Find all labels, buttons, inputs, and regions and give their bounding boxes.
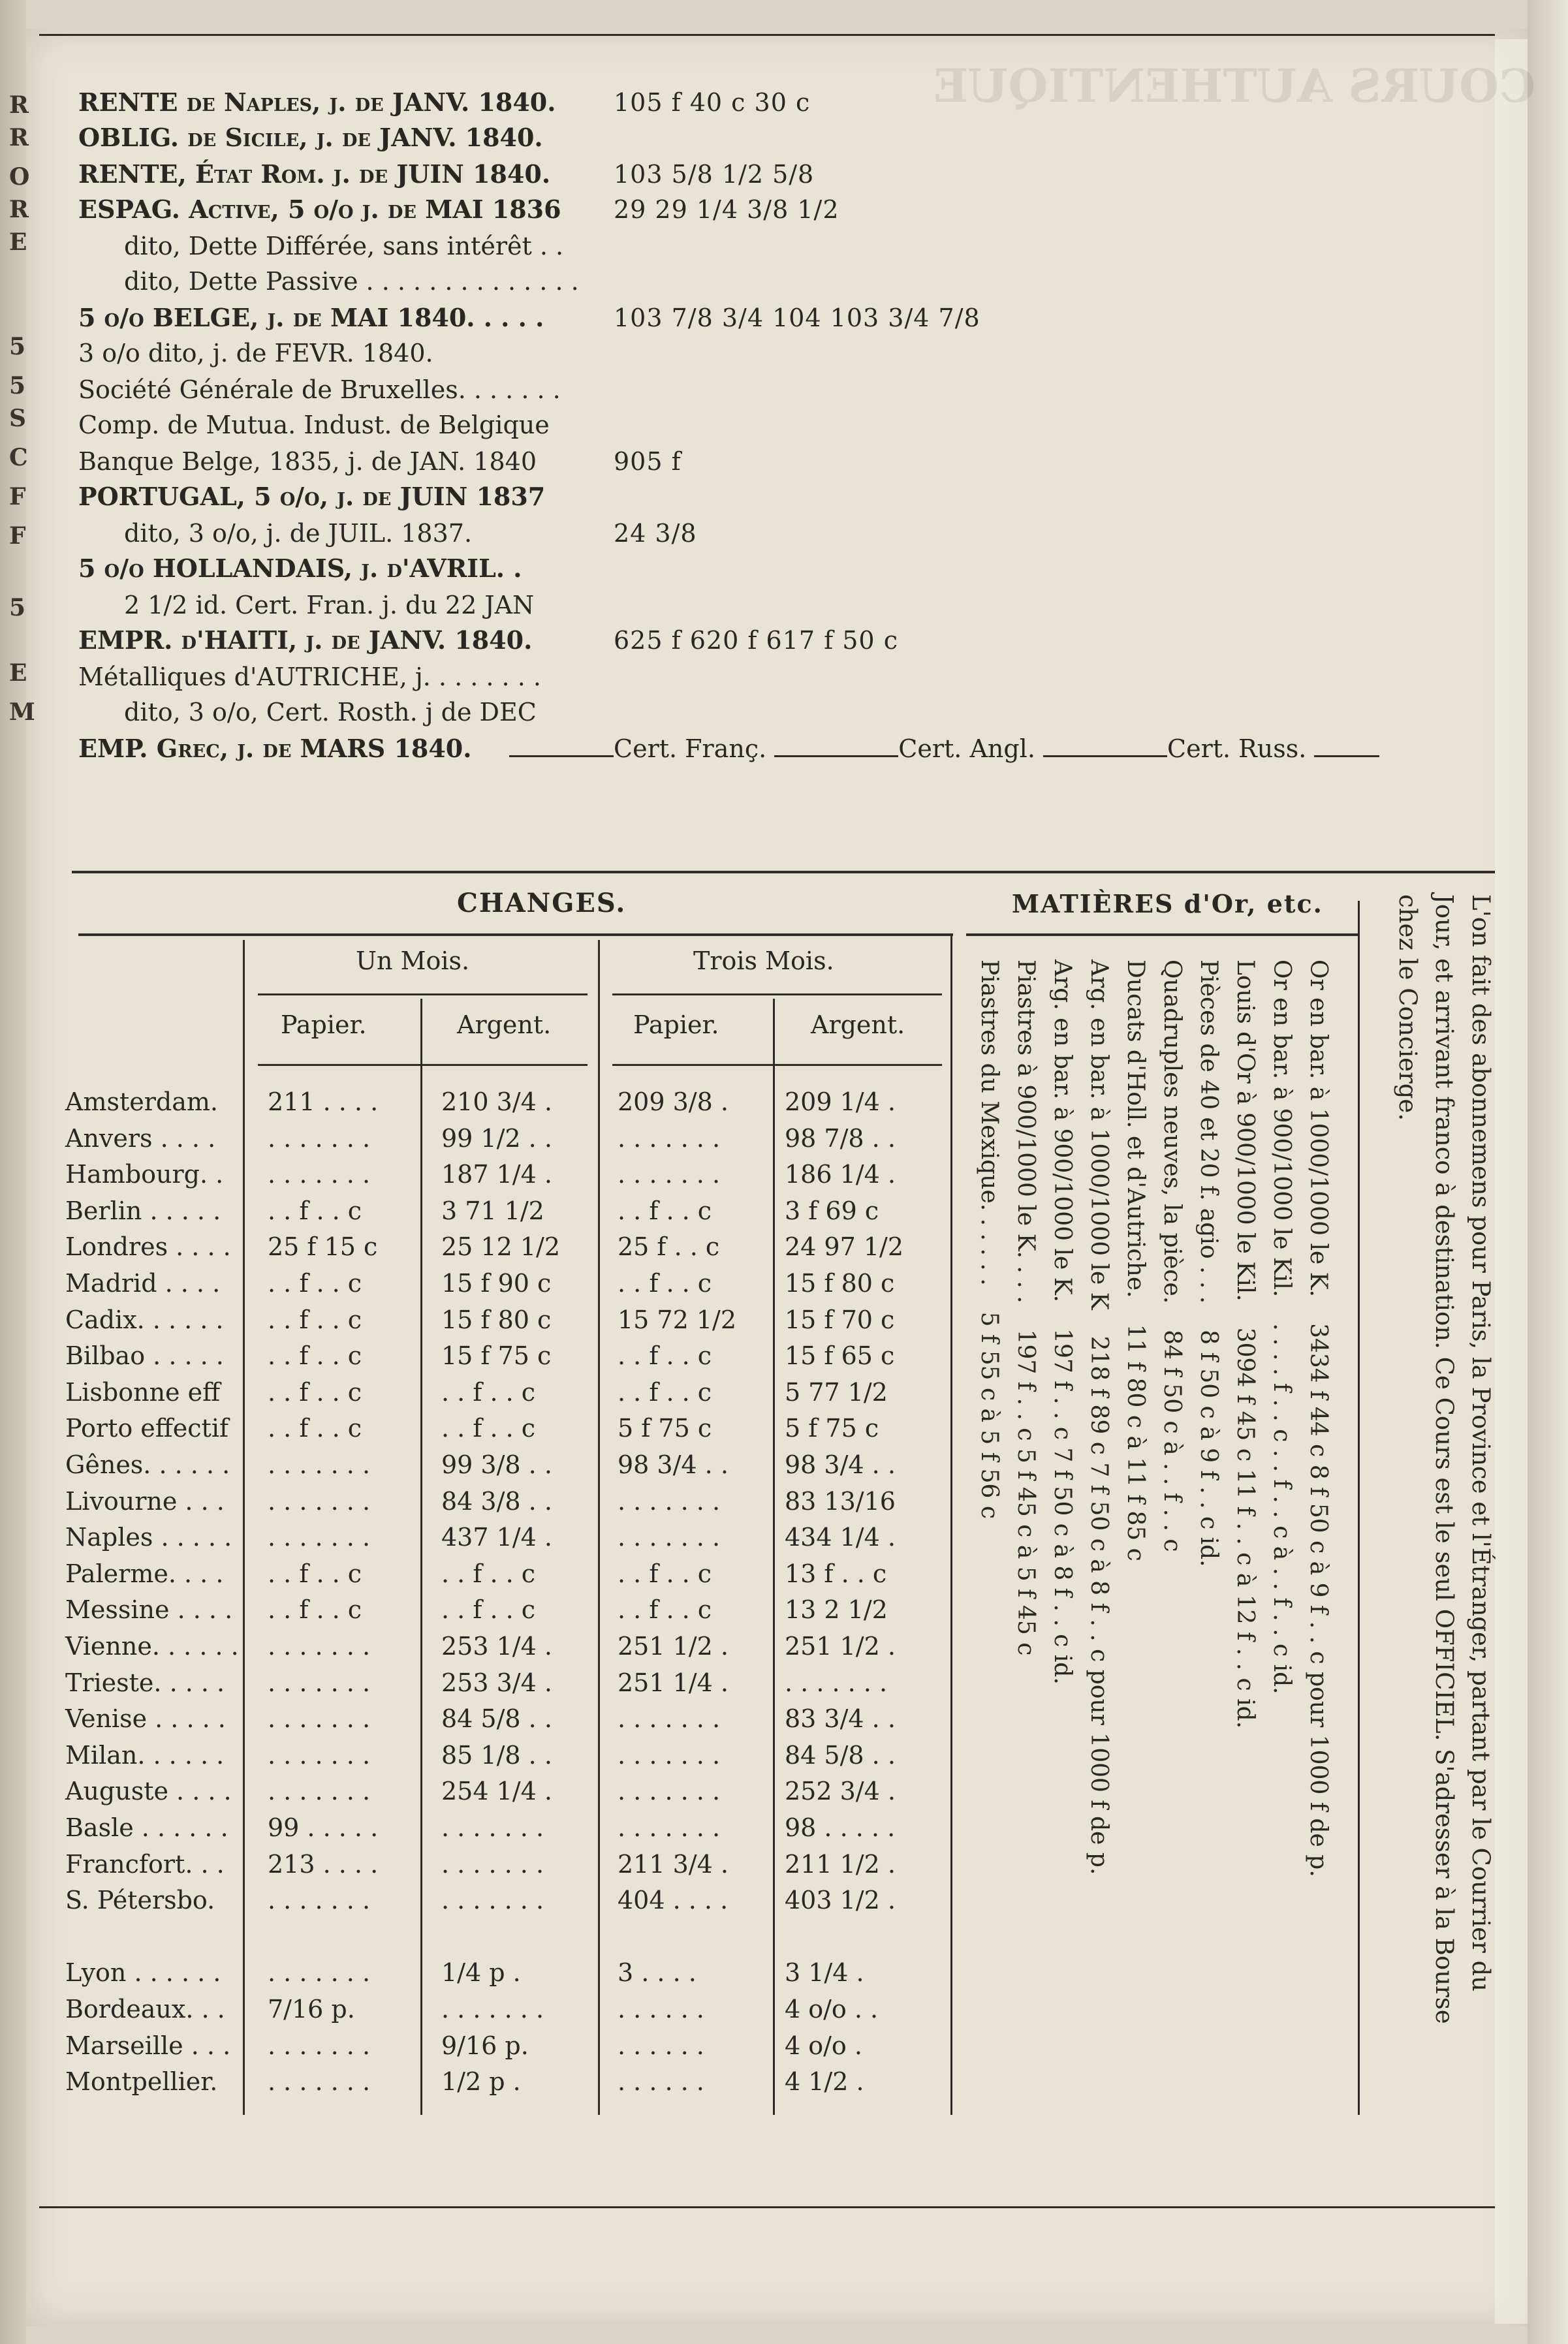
argent-heading: Argent. bbox=[457, 1010, 552, 1039]
matiere-row bbox=[1159, 960, 1185, 1552]
matiere-value: 3434 f 44 c 8 f 50 c à 9 f . . c pour 1000 f de p. bbox=[1305, 1323, 1332, 1877]
change-value: 211 . . . . bbox=[268, 1087, 379, 1116]
change-value: . . f . . c bbox=[268, 1377, 362, 1407]
rente-label: Comp. de Mutua. Indust. de Belgique bbox=[78, 411, 550, 439]
change-value: 83 3/4 . . bbox=[785, 1704, 896, 1734]
change-value: 213 . . . . bbox=[268, 1849, 379, 1879]
change-value: 210 3/4 . bbox=[441, 1087, 552, 1116]
header-rule bbox=[612, 1064, 942, 1066]
cert-angl: Cert. Angl. bbox=[898, 734, 1035, 763]
blank-line bbox=[1043, 755, 1167, 757]
matiere-row bbox=[1305, 960, 1332, 1877]
change-value: . . . . . . . bbox=[618, 1160, 721, 1189]
change-city: Anvers . . . . bbox=[65, 1123, 216, 1153]
change-value: . . . . . . . bbox=[268, 1450, 371, 1479]
change-value: . . . . . . . bbox=[441, 1995, 544, 2024]
cert-russ: Cert. Russ. bbox=[1167, 734, 1307, 763]
change-city: Auguste . . . . bbox=[65, 1777, 232, 1806]
blank-line bbox=[774, 755, 898, 757]
change-value: 3 f 69 c bbox=[785, 1196, 879, 1225]
change-value: . . . . . . . bbox=[268, 1704, 371, 1734]
matiere-label: Arg. en bar. à 900/1000 le K. bbox=[1049, 960, 1076, 1303]
un-mois-heading: Un Mois. bbox=[356, 946, 470, 975]
rente-value: 105 f 40 c 30 c bbox=[614, 88, 811, 117]
change-value: . . . . . . bbox=[618, 2067, 704, 2097]
change-value: . . f . . c bbox=[441, 1414, 536, 1443]
change-value: 25 f . . c bbox=[618, 1232, 720, 1262]
rente-value: 103 7/8 3/4 104 103 3/4 7/8 bbox=[614, 304, 980, 332]
change-value: 25 12 1/2 bbox=[441, 1232, 561, 1262]
change-value: 1/2 p . bbox=[441, 2067, 521, 2097]
change-value: 209 3/8 . bbox=[618, 1087, 729, 1116]
matiere-label: Ducats d'Holl. et d'Autriche. bbox=[1122, 960, 1149, 1298]
change-city: Vienne. . . . . . bbox=[65, 1632, 239, 1661]
change-value: . . f . . c bbox=[618, 1341, 712, 1371]
change-value: 83 13/16 bbox=[785, 1486, 896, 1516]
matiere-label: Pièces de 40 et 20 f. agio . . . bbox=[1195, 960, 1222, 1304]
change-value: 15 f 80 c bbox=[785, 1269, 895, 1298]
change-value: . . . . . . . bbox=[268, 1958, 371, 1988]
change-value: 98 3/4 . . bbox=[785, 1450, 896, 1479]
change-city: Trieste. . . . . bbox=[65, 1668, 225, 1697]
rente-label: 5 o/o BELGE, j. de MAI 1840. . . . . bbox=[78, 303, 544, 332]
change-value: 211 3/4 . bbox=[618, 1849, 729, 1879]
change-value: 3 71 1/2 bbox=[441, 1196, 544, 1225]
change-city: Berlin . . . . . bbox=[65, 1196, 221, 1225]
change-value: 99 3/8 . . bbox=[441, 1450, 552, 1479]
matiere-value: 8 f 50 c à 9 f . . c id. bbox=[1195, 1330, 1222, 1567]
next-page-edge bbox=[1528, 0, 1568, 2344]
matieres-right-rule bbox=[1358, 901, 1360, 2115]
rente-value: 24 3/8 bbox=[614, 519, 697, 548]
change-value: 4 o/o . bbox=[785, 2031, 862, 2060]
change-value: 9/16 p. bbox=[441, 2031, 529, 2060]
matiere-row bbox=[1232, 960, 1259, 1728]
rente-value: 905 f bbox=[614, 447, 682, 476]
change-value: 24 97 1/2 bbox=[785, 1232, 904, 1262]
change-value: 437 1/4 . bbox=[441, 1523, 552, 1552]
change-value: 25 f 15 c bbox=[268, 1232, 378, 1262]
rente-label: RENTE de Naples, j. de JANV. 1840. bbox=[78, 87, 556, 117]
change-city: Cadix. . . . . . bbox=[65, 1305, 224, 1334]
rente-value: 625 f 620 f 617 f 50 c bbox=[614, 626, 898, 655]
facing-page-overlap bbox=[1495, 39, 1528, 2324]
changes-title: CHANGES. bbox=[457, 888, 627, 918]
change-value: . . f . . c bbox=[268, 1559, 362, 1588]
matiere-label: Piastres du Mexique. . . . . . bbox=[976, 960, 1003, 1286]
change-city: Londres . . . . bbox=[65, 1232, 231, 1262]
rente-label: PORTUGAL, 5 o/o, j. de JUIN 1837 bbox=[78, 482, 546, 511]
change-value: . . f . . c bbox=[441, 1559, 536, 1588]
change-city: Gênes. . . . . . bbox=[65, 1450, 230, 1479]
change-value: . . . . . . . bbox=[618, 1704, 721, 1734]
change-value: . . . . . . . bbox=[618, 1777, 721, 1806]
matiere-label: Piastres à 900/1000 le K. . . . bbox=[1012, 960, 1039, 1304]
change-city: Milan. . . . . . bbox=[65, 1740, 225, 1770]
change-value: 5 77 1/2 bbox=[785, 1377, 888, 1407]
top-rule bbox=[39, 34, 1495, 36]
blank-line bbox=[509, 755, 614, 757]
rente-label: dito, Dette Passive . . . . . . . . . . . . . . bbox=[124, 267, 579, 296]
blank-line bbox=[1314, 755, 1379, 757]
change-value: . . f . . c bbox=[618, 1595, 712, 1625]
rente-label: dito, 3 o/o, Cert. Rosth. j de DEC bbox=[124, 698, 537, 727]
matiere-row bbox=[1049, 960, 1076, 1685]
change-city: Palerme. . . . bbox=[65, 1559, 224, 1588]
change-value: 186 1/4 . bbox=[785, 1160, 896, 1189]
argent-heading: Argent. bbox=[811, 1010, 905, 1039]
change-value: 4 1/2 . bbox=[785, 2067, 864, 2097]
change-value: . . . . . . . bbox=[785, 1668, 888, 1697]
change-value: . . . . . . . bbox=[268, 1777, 371, 1806]
change-value: . . . . . . . bbox=[268, 1632, 371, 1661]
change-value: 211 1/2 . bbox=[785, 1849, 896, 1879]
change-value: . . f . . c bbox=[618, 1196, 712, 1225]
change-value: . . f . . c bbox=[268, 1269, 362, 1298]
change-value: . . f . . c bbox=[268, 1196, 362, 1225]
change-value: . . . . . . bbox=[618, 1995, 704, 2024]
change-value: . . . . . . . bbox=[441, 1813, 544, 1842]
change-value: 13 2 1/2 bbox=[785, 1595, 888, 1625]
matiere-row bbox=[1122, 960, 1149, 1561]
change-value: 15 f 65 c bbox=[785, 1341, 895, 1371]
matiere-value: 84 f 50 c à . . f . . c bbox=[1159, 1330, 1185, 1552]
change-value: . . f . . c bbox=[268, 1414, 362, 1443]
trois-mois-heading: Trois Mois. bbox=[693, 946, 834, 975]
matiere-label: Or en bar. à 1000/1000 le K. bbox=[1305, 960, 1332, 1298]
rente-label: Société Générale de Bruxelles. . . . . . . bbox=[78, 375, 561, 404]
change-city: S. Pétersbo. bbox=[65, 1886, 215, 1915]
section-divider bbox=[72, 871, 1495, 873]
change-city: Hambourg. . bbox=[65, 1160, 224, 1189]
change-value: . . . . . . . bbox=[618, 1123, 721, 1153]
notice-line: L'on fait des abonnemens pour Paris, la Province et l'Étranger, partant par le Courrier du bbox=[1467, 894, 1495, 1992]
change-value: 7/16 p. bbox=[268, 1995, 355, 2024]
papier-heading: Papier. bbox=[633, 1010, 719, 1039]
change-value: . . . . . . . bbox=[268, 1486, 371, 1516]
matiere-row bbox=[1012, 960, 1039, 1655]
change-city: Naples . . . . . bbox=[65, 1523, 232, 1552]
matieres-rule bbox=[966, 933, 1358, 936]
change-value: 252 3/4 . bbox=[785, 1777, 896, 1806]
change-value: 15 f 80 c bbox=[441, 1305, 552, 1334]
change-city: Basle . . . . . . bbox=[65, 1813, 228, 1842]
change-value: 253 1/4 . bbox=[441, 1632, 552, 1661]
changes-title-rule bbox=[78, 933, 953, 936]
change-value: 84 5/8 . . bbox=[441, 1704, 552, 1734]
matiere-value: 11 f 80 c à 11 f 85 c bbox=[1122, 1324, 1149, 1561]
change-value: 15 f 75 c bbox=[441, 1341, 552, 1371]
change-value: . . . . . . . bbox=[618, 1813, 721, 1842]
change-value: 99 . . . . . bbox=[268, 1813, 379, 1842]
change-value: . . . . . . . bbox=[618, 1740, 721, 1770]
change-value: 403 1/2 . bbox=[785, 1886, 896, 1915]
change-city: Bordeaux. . . bbox=[65, 1995, 225, 2024]
change-value: 85 1/8 . . bbox=[441, 1740, 552, 1770]
change-value: 1/4 p . bbox=[441, 1958, 521, 1988]
matiere-row bbox=[1086, 960, 1112, 1875]
cert-franc: Cert. Franç. bbox=[614, 734, 767, 763]
change-value: . . . . . . . bbox=[268, 2067, 371, 2097]
change-value: 251 1/4 . bbox=[618, 1668, 729, 1697]
rente-label: EMPR. d'HAITI, j. de JANV. 1840. bbox=[78, 625, 533, 655]
change-value: 15 72 1/2 bbox=[618, 1305, 737, 1334]
change-value: . . . . . . bbox=[618, 2031, 704, 2060]
rente-label: Métalliques d'AUTRICHE, j. . . . . . . . bbox=[78, 663, 541, 691]
matiere-value: . . . . f . . c . . f . . c à . . f . . c id. bbox=[1268, 1323, 1295, 1695]
change-value: . . f . . c bbox=[618, 1269, 712, 1298]
change-value: 84 3/8 . . bbox=[441, 1486, 552, 1516]
change-value: . . . . . . . bbox=[268, 2031, 371, 2060]
change-value: . . f . . c bbox=[441, 1595, 536, 1625]
change-city: Lisbonne eff bbox=[65, 1377, 221, 1407]
changes-col-rule bbox=[598, 940, 600, 2115]
matiere-label: Or en bar. à 900/1000 le Kil. bbox=[1268, 960, 1295, 1298]
change-city: Lyon . . . . . . bbox=[65, 1958, 221, 1988]
change-city: Venise . . . . . bbox=[65, 1704, 226, 1734]
matiere-row bbox=[1268, 960, 1295, 1695]
change-value: . . f . . c bbox=[268, 1305, 362, 1334]
matiere-value: 197 f . . c 5 f 45 c à 5 f 45 c bbox=[1012, 1329, 1039, 1656]
change-value: 5 f 75 c bbox=[785, 1414, 879, 1443]
changes-col-rule bbox=[773, 999, 775, 2115]
notice-line: Jour, et arrivant franco à destination. Ce Cours est le seul OFFICIEL. S'adresser à la Bourse bbox=[1430, 894, 1458, 2024]
change-city: Francfort. . . bbox=[65, 1849, 225, 1879]
changes-right-rule bbox=[950, 933, 952, 2115]
matiere-value: 5 f 55 c à 5 f 56 c bbox=[976, 1311, 1003, 1520]
period-rule bbox=[612, 993, 942, 995]
papier-heading: Papier. bbox=[281, 1010, 367, 1039]
rente-value: 103 5/8 1/2 5/8 bbox=[614, 160, 815, 189]
change-city: Montpellier. bbox=[65, 2067, 218, 2097]
change-city: Bilbao . . . . . bbox=[65, 1341, 224, 1371]
change-value: . . f . . c bbox=[268, 1595, 362, 1625]
change-value: 98 7/8 . . bbox=[785, 1123, 896, 1153]
matiere-row bbox=[976, 960, 1003, 1519]
matiere-value: 218 f 89 c 7 f 50 c à 8 f . . c pour 1000 f de p. bbox=[1086, 1336, 1112, 1875]
matiere-value: 197 f . . c 7 f 50 c à 8 f . . c id. bbox=[1049, 1328, 1076, 1685]
rente-label: dito, Dette Différée, sans intérêt . . bbox=[124, 232, 564, 260]
rente-label: RENTE, État Rom. j. de JUIN 1840. bbox=[78, 159, 551, 189]
bleed-through-heading: COURS AUTHENTIQUE bbox=[933, 59, 1535, 113]
change-value: . . . . . . . bbox=[268, 1123, 371, 1153]
change-value: . . . . . . . bbox=[268, 1740, 371, 1770]
change-value: . . f . . c bbox=[618, 1559, 712, 1588]
change-value: . . . . . . . bbox=[268, 1886, 371, 1915]
change-value: 15 f 90 c bbox=[441, 1269, 552, 1298]
change-value: 15 f 70 c bbox=[785, 1305, 895, 1334]
rente-label: dito, 3 o/o, j. de JUIL. 1837. bbox=[124, 519, 473, 548]
change-value: 434 1/4 . bbox=[785, 1523, 896, 1552]
notice-line: chez le Concierge. bbox=[1394, 894, 1422, 1121]
matiere-value: 3094 f 45 c 11 f . . c à 12 f . . c id. bbox=[1232, 1327, 1259, 1729]
change-value: . . f . . c bbox=[618, 1377, 712, 1407]
bottom-rule bbox=[39, 2206, 1495, 2208]
change-value: . . . . . . . bbox=[618, 1486, 721, 1516]
rente-label: ESPAG. Active, 5 o/o j. de MAI 1836 bbox=[78, 195, 561, 224]
change-city: Messine . . . . bbox=[65, 1595, 233, 1625]
change-value: 254 1/4 . bbox=[441, 1777, 552, 1806]
change-value: . . . . . . . bbox=[618, 1523, 721, 1552]
change-value: . . . . . . . bbox=[268, 1668, 371, 1697]
matiere-label: Louis d'Or à 900/1000 le Kil. bbox=[1232, 960, 1259, 1302]
change-value: 3 . . . . bbox=[618, 1958, 697, 1988]
changes-col-rule bbox=[420, 999, 422, 2115]
matieres-title: MATIÈRES d'Or, etc. bbox=[1012, 889, 1323, 918]
change-value: 209 1/4 . bbox=[785, 1087, 896, 1116]
change-value: 251 1/2 . bbox=[618, 1632, 729, 1661]
changes-col-rule bbox=[243, 940, 245, 2115]
change-city: Livourne . . . bbox=[65, 1486, 225, 1516]
change-value: 5 f 75 c bbox=[618, 1414, 712, 1443]
change-value: . . f . . c bbox=[268, 1341, 362, 1371]
rente-label: Banque Belge, 1835, j. de JAN. 1840 bbox=[78, 447, 537, 476]
change-value: 187 1/4 . bbox=[441, 1160, 552, 1189]
header-rule bbox=[258, 1064, 588, 1066]
matiere-label: Arg. en bar. à 1000/1000 le K bbox=[1086, 960, 1112, 1310]
change-value: . . . . . . . bbox=[268, 1523, 371, 1552]
change-value: 404 . . . . bbox=[618, 1886, 729, 1915]
change-value: 13 f . . c bbox=[785, 1559, 887, 1588]
period-rule bbox=[258, 993, 588, 995]
change-value: 84 5/8 . . bbox=[785, 1740, 896, 1770]
rente-label: 2 1/2 id. Cert. Fran. j. du 22 JAN bbox=[124, 591, 535, 619]
rente-label: OBLIG. de Sicile, j. de JANV. 1840. bbox=[78, 123, 543, 152]
change-city: Madrid . . . . bbox=[65, 1269, 221, 1298]
change-value: . . f . . c bbox=[441, 1377, 536, 1407]
change-value: 98 . . . . . bbox=[785, 1813, 896, 1842]
change-value: . . . . . . . bbox=[268, 1160, 371, 1189]
rente-label: EMP. Grec, j. de MARS 1840. bbox=[78, 734, 472, 763]
change-city: Amsterdam. bbox=[65, 1087, 218, 1116]
rente-value: 29 29 1/4 3/8 1/2 bbox=[614, 195, 839, 224]
change-value: 3 1/4 . bbox=[785, 1958, 864, 1988]
change-value: . . . . . . . bbox=[441, 1849, 544, 1879]
rente-label: 3 o/o dito, j. de FEVR. 1840. bbox=[78, 339, 433, 367]
change-value: 253 3/4 . bbox=[441, 1668, 552, 1697]
change-value: 251 1/2 . bbox=[785, 1632, 896, 1661]
change-value: 98 3/4 . . bbox=[618, 1450, 729, 1479]
emp-grec-certificates bbox=[509, 731, 1379, 766]
rente-label: 5 o/o HOLLANDAIS, j. d'AVRIL. . bbox=[78, 554, 522, 583]
matiere-label: Quadruples neuves, la pièce. bbox=[1159, 960, 1185, 1304]
change-value: . . . . . . . bbox=[441, 1886, 544, 1915]
change-city: Marseille . . . bbox=[65, 2031, 231, 2060]
change-value: 99 1/2 . . bbox=[441, 1123, 552, 1153]
change-value: 4 o/o . . bbox=[785, 1995, 879, 2024]
change-city: Porto effectif bbox=[65, 1414, 229, 1443]
matiere-row bbox=[1195, 960, 1222, 1567]
